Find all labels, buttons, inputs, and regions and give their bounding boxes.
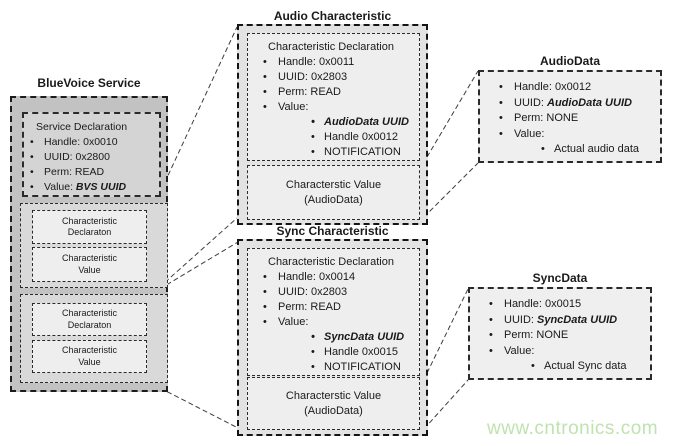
mini-box-line: Characteristic [61,215,117,226]
uuid-emphasis: AudioData UUID [547,96,632,109]
mini-box-line: Declaraton [67,319,112,330]
bullet-item: • Handle: 0x0011 [248,55,419,70]
audio-declaration-list [248,55,419,160]
mini-box-line: Value [78,264,101,275]
mini-box-line: Value [78,356,101,367]
sub-bullet-item: • Actual Sync data [470,359,650,375]
bullet-item: • Value: [248,100,419,115]
characteristic-value-line: Characterstic Value [285,178,382,191]
sync-characteristic-value-box [247,377,420,430]
bluevoice-service-title: BlueVoice Service [37,76,141,90]
audiodata-list [480,80,660,158]
sub-bullet-uuid: • SyncData UUID [248,330,419,345]
characteristic-declaration-mini-box [32,303,147,336]
sync-declaration-list [248,270,419,375]
bullet-item: • Perm: NONE [480,111,660,127]
bullet-item-value [24,180,159,195]
bullet-item: • Perm: READ [248,300,419,315]
value-label: Value: [44,181,76,193]
sub-bullet-item: • Handle 0x0012 [248,130,419,145]
bullet-item: • Perm: READ [24,165,159,180]
service-declaration-box [22,112,161,197]
declaration-heading: Characteristic Declaration [268,256,394,268]
audio-characteristic-box [237,24,428,225]
sync-characteristic-title: Sync Characteristic [276,224,389,238]
watermark-text: www.cntronics.com [487,418,659,439]
sub-bullet-uuid: • AudioData UUID [248,115,419,130]
uuid-label: UUID: [504,313,537,326]
uuid-label: UUID: [514,96,547,109]
syncdata-box [468,287,652,380]
characteristic-value-line: (AudioData) [304,404,363,417]
service-declaration-list [24,135,159,195]
sub-bullet-item: • NOTIFICATION [248,360,419,375]
connector-service-to-sync-bottom [160,388,238,428]
characteristic-value-line: Characterstic Value [285,389,382,402]
sub-bullet-item: • Actual audio data [480,142,660,158]
audio-characteristic-title: Audio Characteristic [273,9,392,23]
bullet-item-uuid [470,313,650,329]
bullet-item: • Handle: 0x0014 [248,270,419,285]
connector-audio-to-audiodata-bottom [424,163,478,217]
bullet-item: • Perm: READ [248,85,419,100]
bluevoice-service-box [10,96,168,392]
connector-service-to-audio-top [158,27,237,197]
syncdata-list [470,297,650,375]
audiodata-title: AudioData [540,54,600,68]
sub-bullet-item: • Handle 0x0015 [248,345,419,360]
audio-characteristic-value-box [247,165,420,220]
characteristic-group-1 [20,203,168,288]
mini-box-line: Characteristic [61,345,117,355]
bullet-item: • Value: [480,127,660,143]
bullet-item: • Value: [248,315,419,330]
connector-audio-to-audiodata-top [427,71,478,157]
bullet-item: • Perm: NONE [470,328,650,344]
audio-declaration-box [247,33,420,161]
connector-sync-to-syncdata-bottom [424,380,468,429]
sync-declaration-box [247,248,420,376]
characteristic-value-mini-box [32,247,147,282]
connector-sync-to-syncdata-top [427,289,468,373]
mini-box-line: Characteristic [61,253,117,263]
bullet-item: • Handle: 0x0012 [480,80,660,96]
characteristic-declaration-mini-box [32,210,147,244]
bullet-item-uuid [480,96,660,112]
bullet-item: • Value: [470,344,650,360]
bullet-item: • UUID: 0x2800 [24,150,159,165]
bvs-uuid-emphasis: BVS UUID [75,181,127,193]
bullet-item: • UUID: 0x2803 [248,70,419,85]
uuid-emphasis: SyncData UUID [537,313,618,326]
service-declaration-heading: Service Declaration [36,121,128,133]
mini-box-line: Declaraton [67,227,112,237]
mini-box-line: Characteristic [61,308,117,318]
bullet-item: • Handle: 0x0010 [24,135,159,150]
sync-characteristic-box [237,239,428,436]
declaration-heading: Characteristic Declaration [268,41,394,53]
sub-bullet-item: • NOTIFICATION [248,145,419,160]
syncdata-title: SyncData [532,271,588,285]
characteristic-value-line: (AudioData) [304,193,363,206]
characteristic-value-mini-box [32,340,147,373]
audiodata-box [478,70,662,163]
characteristic-group-2 [20,294,168,383]
bullet-item: • Handle: 0x0015 [470,297,650,313]
bullet-item: • UUID: 0x2803 [248,285,419,300]
